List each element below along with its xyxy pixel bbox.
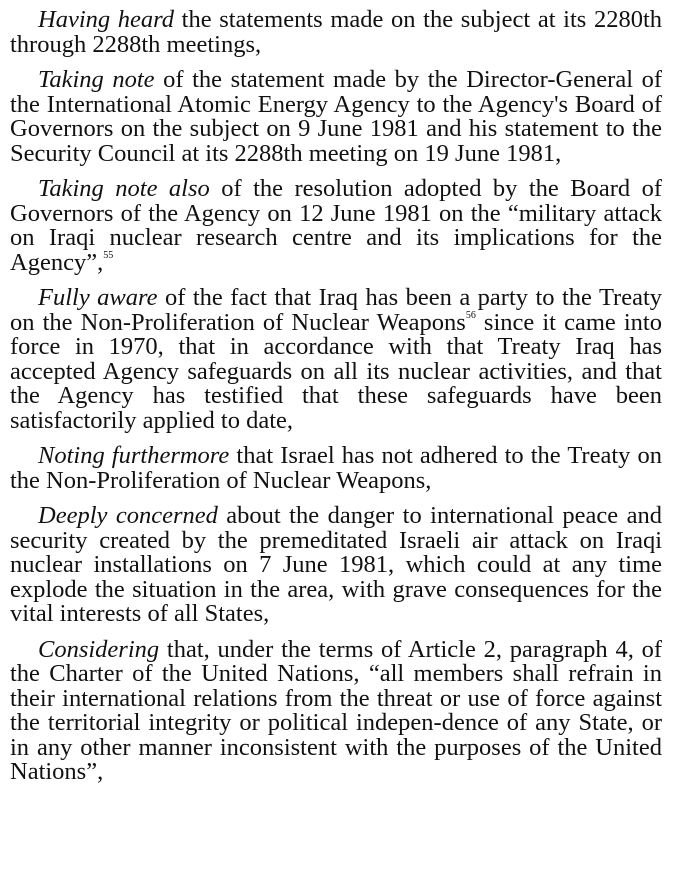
paragraph-lead: Having heard (38, 6, 175, 33)
paragraph-taking-note (10, 68, 662, 166)
paragraph-text: of the fact that Iraq has been a party to the Treaty on the Non-Proliferation of Nuclear Weapons (10, 284, 663, 336)
paragraph-lead: Considering (38, 635, 160, 663)
paragraph-fully-aware (10, 286, 662, 433)
paragraph-considering (10, 635, 662, 785)
paragraph-deeply-concerned (10, 504, 662, 627)
paragraph-lead: Taking note (38, 66, 155, 93)
paragraph-taking-note-also (10, 177, 662, 275)
paragraph-having-heard (10, 8, 662, 57)
paragraph-text: that, under the terms of Article 2, paragraph 4, of the Charter of the United Nations, “all members shall refrain in their international relations from the threat or use of force against the territorial integrity or political indepen-dence of any State, or in any other manner inconsistent with the purposes of the United Nations”, (10, 635, 662, 785)
paragraph-text: of the statement made by the Director-General of the International Atomic Energy Agency to the Agency's Board of Governors on the subject on 9 June 1981 and his statement to the Security Council at its 2288th meeting on 19 June 1981, (10, 66, 662, 167)
paragraph-text: that Israel has not adhered to the Treaty on the Non-Proliferation of Nuclear Weapons, (10, 442, 662, 494)
paragraph-text: about the danger to international peace and security created by the premeditated Israeli air attack on Iraqi nuclear installations on 7 June 1981, which could at any time explode the situation in the area, with grave consequences for the vital interests of all States, (10, 502, 663, 627)
paragraph-lead: Taking note also (38, 175, 210, 202)
paragraph-lead: Noting furthermore (38, 442, 230, 469)
paragraph-lead: Deeply concerned (38, 502, 218, 529)
footnote-marker: 55 (103, 250, 114, 262)
paragraph-text: the statements made on the subject at its 2280th through 2288th meetings, (10, 6, 663, 58)
paragraph-text-continued: since it came into force in 1970, that in accordance with that Treaty Iraq has accepted Agency safeguards on all its nuclear activities, and that the Agency has testified that these safeguards have been satisfactorily applied to date, (10, 308, 662, 434)
paragraph-noting-furthermore (10, 444, 662, 493)
footnote-marker: 56 (465, 310, 476, 322)
paragraph-text: of the resolution adopted by the Board of Governors of the Agency on 12 June 1981 on the “military attack on Iraqi nuclear research centre and its implications for the Agency”, (10, 175, 662, 276)
paragraph-lead: Fully aware (38, 284, 158, 311)
